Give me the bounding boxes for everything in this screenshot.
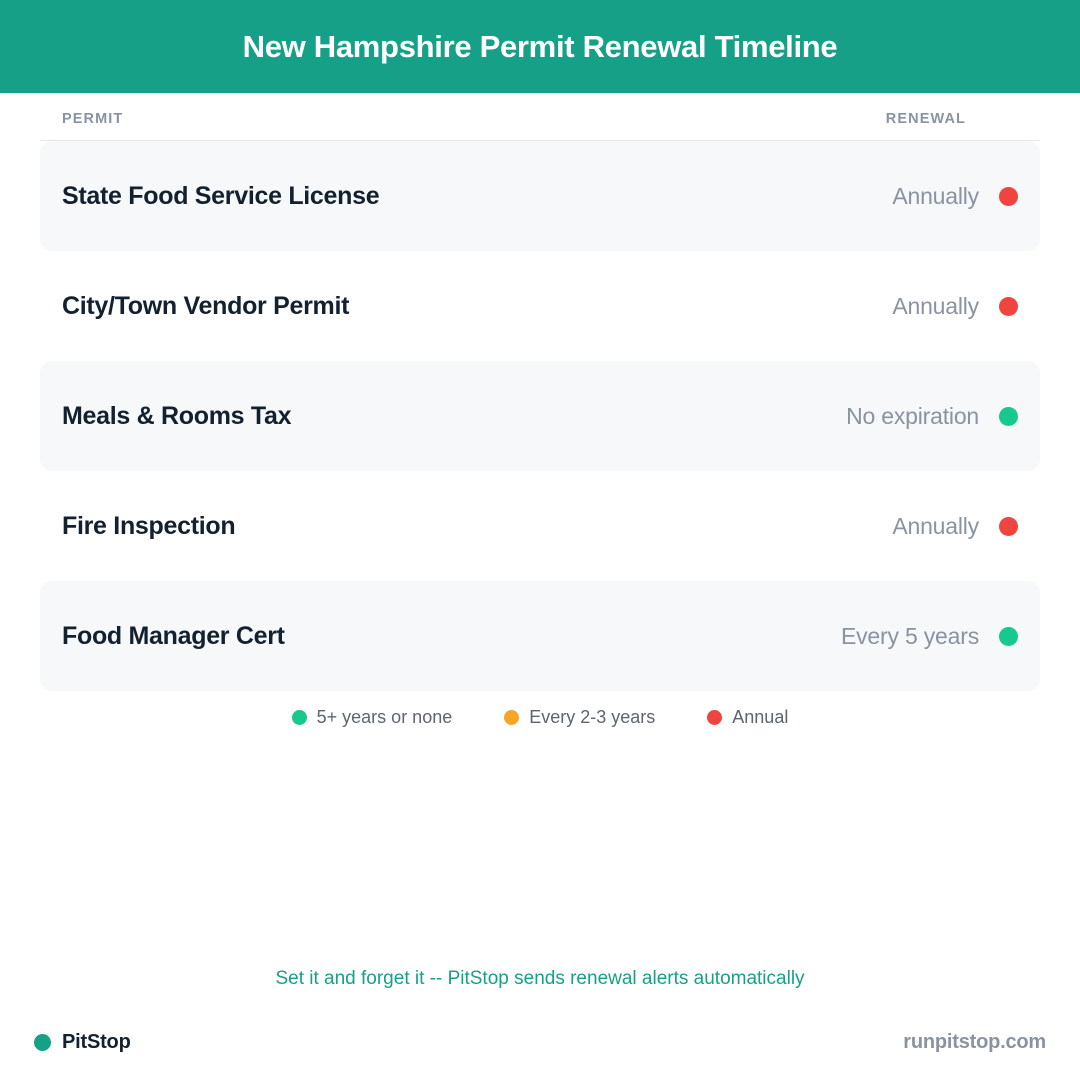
renewal-value: Every 5 years bbox=[840, 622, 979, 649]
renewal-cell bbox=[892, 293, 1018, 320]
table-row bbox=[40, 251, 1040, 361]
renewal-value: Annually bbox=[892, 512, 979, 539]
page-footer bbox=[0, 1031, 1080, 1054]
legend-dot-icon bbox=[292, 710, 307, 725]
legend-label: Every 2-3 years bbox=[529, 707, 656, 727]
permit-name: Meals & Rooms Tax bbox=[62, 401, 292, 430]
status-dot-icon bbox=[999, 187, 1018, 206]
legend-item bbox=[707, 707, 788, 728]
table-row bbox=[40, 581, 1040, 691]
permit-table bbox=[0, 111, 1080, 691]
table-row bbox=[40, 471, 1040, 581]
permit-name: Food Manager Cert bbox=[62, 621, 285, 650]
legend-label: 5+ years or none bbox=[316, 707, 453, 727]
renewal-cell bbox=[846, 403, 1018, 430]
legend-dot-icon bbox=[707, 710, 722, 725]
tagline: Set it and forget it -- PitStop sends renewal alerts automatically bbox=[275, 968, 805, 989]
brand-name: PitStop bbox=[62, 1031, 131, 1053]
status-dot-icon bbox=[999, 517, 1018, 536]
renewal-value: No expiration bbox=[846, 402, 979, 429]
brand-dot-icon bbox=[34, 1034, 51, 1051]
table-column-headers bbox=[40, 111, 1040, 141]
renewal-cell bbox=[841, 623, 1018, 650]
status-dot-icon bbox=[999, 297, 1018, 316]
column-header-permit: PERMIT bbox=[62, 111, 124, 127]
status-dot-icon bbox=[999, 407, 1018, 426]
permit-name: Fire Inspection bbox=[62, 511, 236, 540]
table-row bbox=[40, 141, 1040, 251]
website-url: runpitstop.com bbox=[903, 1031, 1046, 1053]
legend bbox=[0, 707, 1080, 728]
legend-label: Annual bbox=[732, 707, 789, 727]
legend-item bbox=[292, 707, 453, 728]
page-title: New Hampshire Permit Renewal Timeline bbox=[242, 28, 838, 64]
permit-name: State Food Service License bbox=[62, 181, 380, 210]
legend-dot-icon bbox=[504, 710, 519, 725]
permit-name: City/Town Vendor Permit bbox=[62, 291, 350, 320]
renewal-cell bbox=[892, 513, 1018, 540]
brand-logo bbox=[34, 1031, 131, 1054]
status-dot-icon bbox=[999, 627, 1018, 646]
legend-item bbox=[504, 707, 655, 728]
renewal-cell bbox=[892, 183, 1018, 210]
renewal-value: Annually bbox=[892, 182, 979, 209]
renewal-value: Annually bbox=[892, 292, 979, 319]
column-header-renewal: RENEWAL bbox=[885, 111, 966, 127]
page-header bbox=[0, 0, 1080, 93]
table-row bbox=[40, 361, 1040, 471]
